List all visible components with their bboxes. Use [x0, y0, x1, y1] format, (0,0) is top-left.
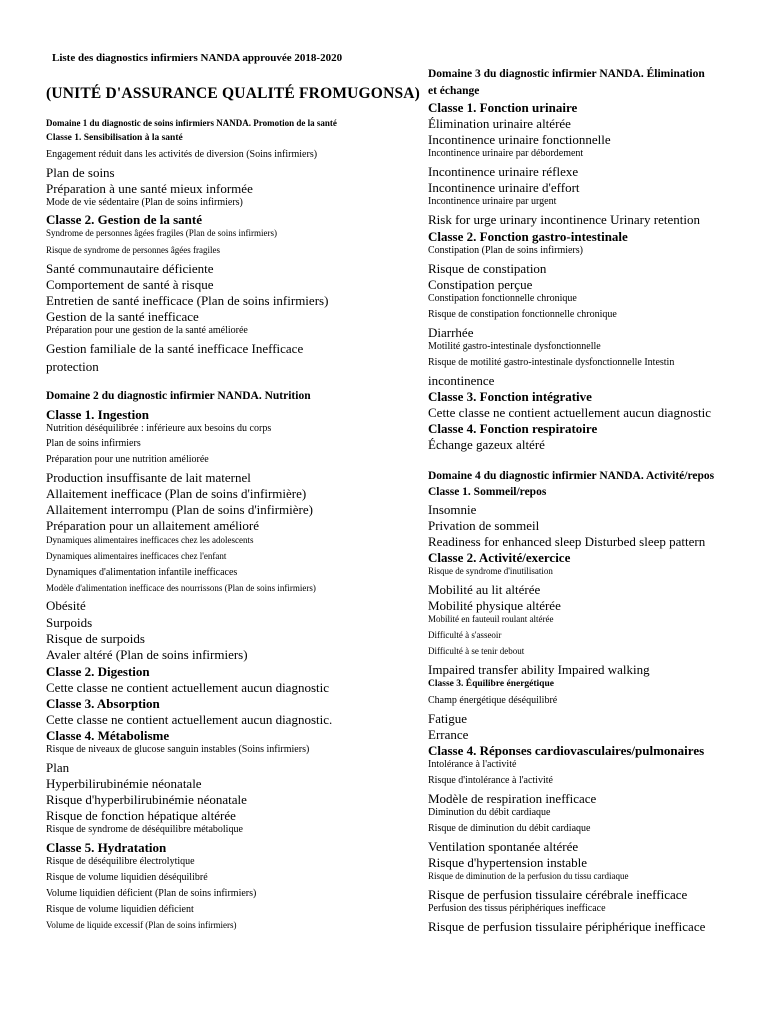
diagnosis-line: Incontinence urinaire par urgent [428, 196, 557, 207]
diagnosis-line: Plan de soins infirmiers [46, 438, 141, 449]
diagnosis-line: Incontinence urinaire par débordement [428, 148, 584, 159]
diagnosis-line: Engagement réduit dans les activités de diversion (Soins infirmiers) [46, 149, 318, 160]
diagnosis-line: Risque de syndrome de personnes âgées fragiles [46, 245, 220, 255]
diagnosis-line: Risque de diminution du débit cardiaque [428, 823, 591, 834]
diagnosis-line: Entretien de santé inefficace (Plan de soins infirmiers) [46, 293, 329, 308]
diagnosis-line: Modèle de respiration inefficace [428, 791, 597, 806]
diagnosis-line: Errance [428, 727, 469, 742]
domain-heading: Domaine 1 du diagnostic de soins infirmiers NANDA. Promotion de la santé [46, 118, 337, 128]
diagnosis-line: Motilité gastro-intestinale dysfonctionnelle [428, 341, 601, 352]
diagnosis-line: Risque de constipation fonctionnelle chronique [428, 309, 617, 320]
diagnosis-line: Production insuffisante de lait maternel [46, 470, 251, 485]
diagnosis-line: Mobilité en fauteuil roulant altérée [428, 614, 554, 624]
domain-heading: et échange [428, 85, 480, 97]
diagnosis-line: Diminution du débit cardiaque [428, 807, 551, 818]
diagnosis-line: Risque de niveaux de glucose sanguin instables (Soins infirmiers) [46, 744, 310, 755]
diagnosis-line: Préparation pour une nutrition améliorée [46, 454, 209, 465]
diagnosis-line: Impaired transfer ability Impaired walking [428, 662, 650, 677]
diagnosis-line: Incontinence urinaire fonctionnelle [428, 132, 611, 147]
diagnosis-line: Risk for urge urinary incontinence Urinary retention [428, 212, 700, 227]
diagnosis-line: Mode de vie sédentaire (Plan de soins infirmiers) [46, 197, 243, 208]
diagnosis-line: Insomnie [428, 502, 477, 517]
unit-title: (UNITÉ D'ASSURANCE QUALITÉ FROMUGONSA) [46, 85, 421, 102]
diagnosis-line: Gestion familiale de la santé inefficace Inefficace [46, 341, 304, 356]
diagnosis-line: Difficulté à se tenir debout [428, 646, 525, 656]
diagnosis-line: Gestion de la santé inefficace [46, 309, 199, 324]
diagnosis-line: Risque d'intolérance à l'activité [428, 775, 553, 786]
diagnosis-line: Risque de motilité gastro-intestinale dysfonctionnelle Intestin [428, 357, 675, 368]
diagnosis-line: Modèle d'alimentation inefficace des nourrissons (Plan de soins infirmiers) [46, 583, 316, 593]
diagnosis-line: Constipation perçue [428, 277, 533, 292]
diagnosis-line: Préparation pour un allaitement amélioré [46, 518, 259, 533]
diagnosis-line: Allaitement interrompu (Plan de soins d'infirmière) [46, 502, 313, 517]
diagnosis-line: Risque de syndrome de déséquilibre métabolique [46, 824, 243, 835]
diagnosis-line: Nutrition déséquilibrée : inférieure aux besoins du corps [46, 423, 272, 434]
domain-heading: Domaine 3 du diagnostic infirmier NANDA. Élimination [428, 68, 705, 80]
diagnosis-line: Préparation à une santé mieux informée [46, 181, 253, 196]
class-heading: Classe 3. Fonction intégrative [428, 389, 592, 404]
diagnosis-line: Cette classe ne contient actuellement aucun diagnostic. [46, 712, 333, 727]
diagnosis-line: Risque d'hyperbilirubinémie néonatale [46, 792, 247, 807]
diagnosis-line: Dynamiques alimentaires inefficaces chez les adolescents [46, 535, 254, 545]
diagnosis-line: Hyperbilirubinémie néonatale [46, 776, 202, 791]
diagnosis-line: Risque de perfusion tissulaire cérébrale inefficace [428, 887, 688, 902]
diagnosis-line: Comportement de santé à risque [46, 277, 214, 292]
class-heading: Classe 3. Équilibre énergétique [428, 679, 554, 689]
diagnosis-line: Constipation (Plan de soins infirmiers) [428, 245, 583, 256]
diagnosis-line: Mobilité au lit altérée [428, 582, 541, 597]
diagnosis-line: Risque de volume liquidien déficient [46, 904, 194, 915]
diagnosis-line: Plan [46, 760, 70, 775]
class-heading: Classe 1. Sensibilisation à la santé [46, 133, 183, 143]
domain-heading: Domaine 2 du diagnostic infirmier NANDA. Nutrition [46, 390, 311, 402]
diagnosis-line: Risque d'hypertension instable [428, 855, 588, 870]
diagnosis-line: Volume liquidien déficient (Plan de soins infirmiers) [46, 888, 257, 899]
diagnosis-line: Surpoids [46, 615, 93, 630]
class-heading: Classe 2. Fonction gastro-intestinale [428, 229, 628, 244]
diagnosis-line: Intolérance à l'activité [428, 759, 517, 770]
diagnosis-line: incontinence [428, 373, 495, 388]
diagnosis-line: Risque de fonction hépatique altérée [46, 808, 236, 823]
diagnosis-line: Champ énergétique déséquilibré [428, 695, 558, 706]
class-heading: Classe 2. Digestion [46, 664, 150, 679]
class-heading: Classe 2. Gestion de la santé [46, 212, 202, 227]
diagnosis-line: Cette classe ne contient actuellement aucun diagnostic [46, 680, 330, 695]
diagnosis-line: Risque de constipation [428, 261, 547, 276]
diagnosis-line: protection [46, 359, 99, 374]
diagnosis-line: Privation de sommeil [428, 518, 540, 533]
diagnosis-line: Allaitement inefficace (Plan de soins d'infirmière) [46, 486, 307, 501]
class-heading: Classe 3. Absorption [46, 696, 160, 711]
diagnosis-line: Diarrhée [428, 325, 474, 340]
class-heading: Classe 4. Réponses cardiovasculaires/pulmonaires [428, 743, 705, 758]
domain-heading: Domaine 4 du diagnostic infirmier NANDA. Activité/repos [428, 470, 715, 482]
diagnosis-line: Fatigue [428, 711, 467, 726]
class-heading: Classe 5. Hydratation [46, 840, 167, 855]
diagnosis-line: Dynamiques alimentaires inefficaces chez l'enfant [46, 551, 227, 561]
diagnosis-line: Plan de soins [46, 165, 115, 180]
class-heading: Classe 4. Métabolisme [46, 728, 170, 743]
diagnosis-line: Risque de syndrome d'inutilisation [428, 566, 553, 576]
class-heading: Classe 4. Fonction respiratoire [428, 421, 598, 436]
diagnosis-line: Préparation pour une gestion de la santé améliorée [46, 325, 248, 336]
diagnosis-line: Obésité [46, 598, 86, 613]
diagnosis-line: Ventilation spontanée altérée [428, 839, 579, 854]
diagnosis-line: Difficulté à s'asseoir [428, 630, 502, 640]
diagnosis-line: Dynamiques d'alimentation infantile inefficaces [46, 567, 238, 578]
diagnosis-line: Incontinence urinaire d'effort [428, 180, 580, 195]
diagnosis-line: Readiness for enhanced sleep Disturbed sleep pattern [428, 534, 706, 549]
diagnosis-line: Risque de perfusion tissulaire périphérique inefficace [428, 919, 706, 934]
list-title: Liste des diagnostics infirmiers NANDA approuvée 2018-2020 [52, 52, 343, 64]
diagnosis-line: Avaler altéré (Plan de soins infirmiers) [46, 647, 248, 662]
class-heading: Classe 2. Activité/exercice [428, 550, 571, 565]
diagnosis-line: Cette classe ne contient actuellement aucun diagnostic [428, 405, 712, 420]
diagnosis-line: Risque de diminution de la perfusion du tissu cardiaque [428, 871, 629, 881]
diagnosis-line: Risque de déséquilibre électrolytique [46, 856, 195, 867]
diagnosis-line: Élimination urinaire altérée [428, 116, 571, 131]
domain-heading: Classe 1. Sommeil/repos [428, 486, 547, 498]
diagnosis-line: Syndrome de personnes âgées fragiles (Plan de soins infirmiers) [46, 228, 277, 238]
diagnosis-line: Mobilité physique altérée [428, 598, 561, 613]
diagnosis-line: Incontinence urinaire réflexe [428, 164, 579, 179]
diagnosis-line: Risque de surpoids [46, 631, 145, 646]
diagnosis-line: Volume de liquide excessif (Plan de soins infirmiers) [46, 920, 237, 930]
class-heading: Classe 1. Fonction urinaire [428, 100, 578, 115]
diagnosis-line: Risque de volume liquidien déséquilibré [46, 872, 208, 883]
diagnosis-line: Santé communautaire déficiente [46, 261, 214, 276]
diagnosis-line: Perfusion des tissus périphériques inefficace [428, 903, 606, 914]
diagnosis-line: Échange gazeux altéré [428, 437, 545, 452]
class-heading: Classe 1. Ingestion [46, 407, 149, 422]
diagnosis-line: Constipation fonctionnelle chronique [428, 293, 577, 304]
